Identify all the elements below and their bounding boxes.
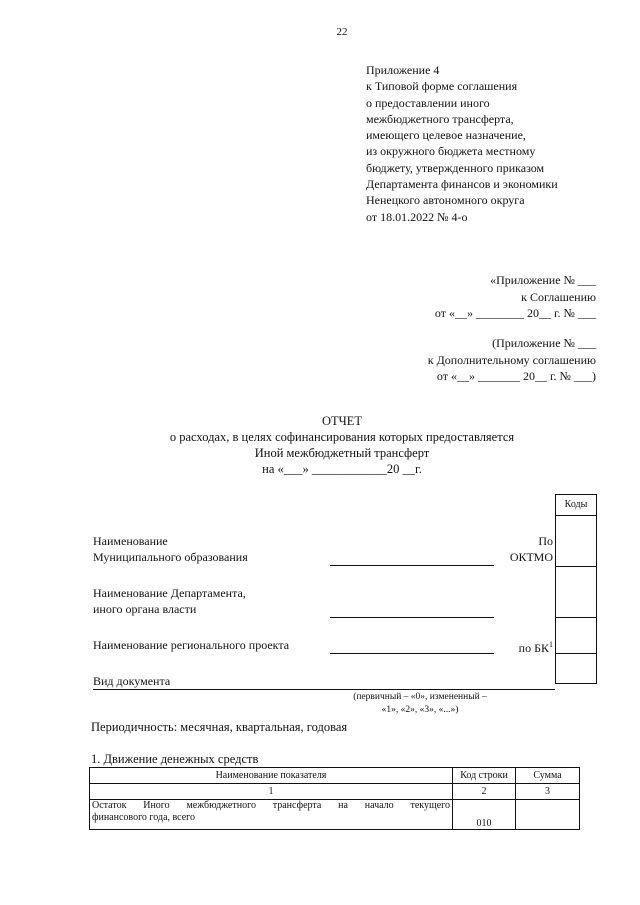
supplement-reference — [428, 335, 596, 385]
supplement-line: (Приложение № ___ — [492, 336, 596, 350]
doc-type-note-line: (первичный – «0», измененный – — [353, 692, 487, 702]
doc-type-note-line: «1», «2», «3», «...») — [381, 705, 459, 715]
column-number: 1 — [90, 784, 453, 800]
municipality-label-line: Муниципального образования — [93, 550, 248, 564]
report-subtitle: о расходах, в целях софинансирования которых предоставляется — [169, 430, 515, 444]
report-title: ОТЧЕТ — [321, 414, 363, 428]
municipality-field[interactable] — [330, 565, 494, 566]
column-number: 2 — [453, 784, 516, 800]
column-header: Сумма — [516, 768, 580, 784]
appendix-line: Приложение 4 — [366, 63, 440, 77]
municipality-label — [93, 533, 248, 565]
footnote-marker: 1 — [549, 640, 553, 649]
report-subtitle: Иной межбюджетный трансферт — [254, 446, 430, 460]
table-row — [90, 800, 580, 830]
appendix-line: от 18.01.2022 № 4-о — [366, 209, 468, 224]
department-label — [93, 585, 246, 617]
appendix-line: Департамента финансов и экономики — [366, 177, 558, 192]
oktmo-label-line: По — [538, 534, 553, 548]
indicator-name-line: Остаток Иного межбюджетного трансферта на начало текущего — [92, 800, 450, 811]
agreement-line: от «__» ________ 20__ г. № ___ — [434, 306, 596, 320]
table-header-row — [90, 768, 580, 784]
appendix-line: межбюджетного трансферта, — [366, 111, 514, 126]
section-title: 1. Движение денежных средств — [91, 752, 259, 766]
oktmo-code-cell[interactable] — [555, 516, 597, 567]
supplement-line: от «__» _______ 20__ г. № ___) — [436, 369, 596, 383]
column-number: 3 — [516, 784, 580, 800]
project-label: Наименование регионального проекта — [93, 638, 290, 652]
column-header: Код строки — [453, 768, 516, 784]
cash-flow-table — [89, 767, 580, 830]
department-label-line: иного органа власти — [93, 602, 197, 616]
agreement-line: «Приложение № ___ — [490, 273, 596, 287]
report-title-block — [0, 413, 640, 477]
page-number: 22 — [336, 26, 348, 38]
column-header: Наименование показателя — [90, 768, 453, 784]
oktmo-label — [500, 533, 553, 565]
row-sum-cell[interactable] — [516, 800, 580, 830]
row-code-cell: 010 — [453, 800, 516, 830]
appendix-line: имеющего целевое назначение, — [366, 128, 526, 143]
doc-type-field[interactable] — [93, 689, 555, 690]
bk-label — [510, 637, 553, 656]
project-field[interactable] — [330, 653, 494, 654]
doc-type-label: Вид документа — [93, 674, 171, 688]
appendix-line: о предоставлении иного — [366, 95, 490, 110]
supplement-line: к Дополнительному соглашению — [427, 352, 596, 367]
codes-header: Коды — [555, 494, 597, 516]
appendix-line: Ненецкого автономного округа — [366, 193, 525, 208]
indicator-name-cell — [90, 800, 453, 830]
doc-type-code-cell[interactable] — [555, 654, 597, 684]
report-date-line: на «___» ____________20 __г. — [262, 462, 422, 476]
appendix-line: к Типовой форме соглашения — [366, 79, 518, 94]
doc-type-note — [320, 691, 520, 717]
periodicity: Периодичность: месячная, квартальная, годовая — [91, 720, 348, 734]
codes-column — [555, 494, 597, 684]
agreement-line: к Соглашению — [521, 289, 596, 304]
bk-label-text: по БК — [518, 641, 549, 655]
department-code-cell[interactable] — [555, 567, 597, 618]
department-label-line: Наименование Департамента, — [93, 586, 246, 600]
appendix-line: из окружного бюджета местному — [366, 144, 536, 159]
indicator-name-line: финансового года, всего — [92, 812, 196, 823]
municipality-label-line: Наименование — [93, 534, 168, 548]
agreement-reference — [435, 272, 596, 322]
department-field[interactable] — [330, 617, 494, 618]
oktmo-label-line: ОКТМО — [509, 550, 553, 564]
appendix-line: бюджету, утвержденного приказом — [366, 160, 545, 175]
table-number-row — [90, 784, 580, 800]
appendix-header — [366, 62, 558, 225]
bk-code-cell[interactable] — [555, 618, 597, 654]
